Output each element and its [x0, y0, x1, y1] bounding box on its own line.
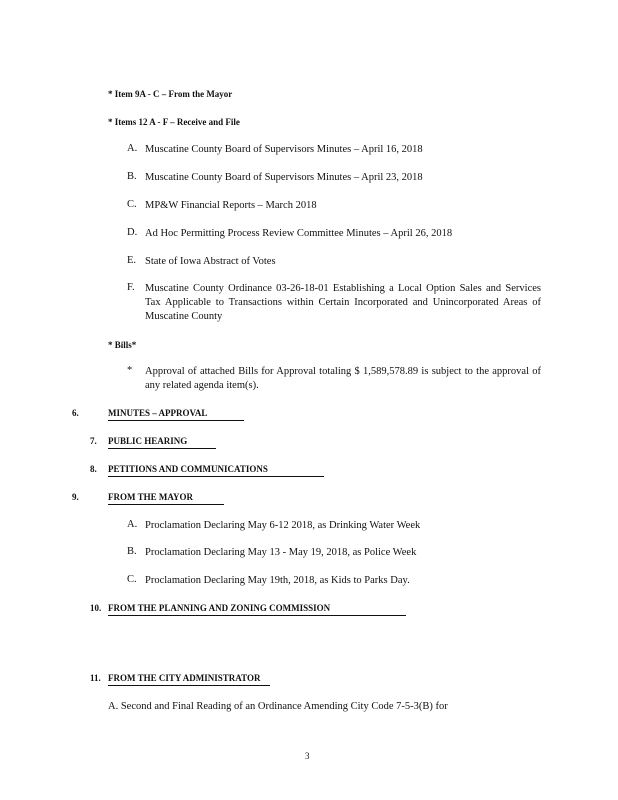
- list-item: Muscatine County Board of Supervisors Minutes – April 23, 2018: [145, 172, 423, 183]
- section-number: 7.: [90, 436, 97, 446]
- list-item: Proclamation Declaring May 6-12 2018, as Drinking Water Week: [145, 520, 421, 531]
- admin-item-a: A. Second and Final Reading of an Ordinance Amending City Code 7-5-3(B) for: [108, 701, 448, 712]
- list-item-letter: E.: [127, 255, 137, 266]
- list-item-letter: C.: [127, 199, 137, 210]
- section-title: PETITIONS AND COMMUNICATIONS: [108, 463, 324, 477]
- section-title: FROM THE MAYOR: [108, 491, 224, 505]
- list-item-letter: A.: [127, 143, 138, 154]
- item-9a-note: * Item 9A - C – From the Mayor: [108, 89, 233, 99]
- list-item: Muscatine County Board of Supervisors Minutes – April 16, 2018: [145, 144, 423, 155]
- bills-text: Approval of attached Bills for Approval totaling $ 1,589,578.89 is subject to the approval of any related agenda item(s).: [145, 366, 541, 391]
- section-title: FROM THE PLANNING AND ZONING COMMISSION: [108, 602, 406, 616]
- list-item: Proclamation Declaring May 19th, 2018, as Kids to Parks Day.: [145, 575, 410, 586]
- section-number: 6.: [72, 408, 79, 418]
- section-title: MINUTES – APPROVAL: [108, 407, 244, 421]
- section-number: 9.: [72, 492, 79, 502]
- section-number: 10.: [90, 603, 102, 613]
- item-12-note: * Items 12 A - F – Receive and File: [108, 117, 240, 127]
- list-item-letter: B.: [127, 171, 137, 182]
- list-item: Ad Hoc Permitting Process Review Committee Minutes – April 26, 2018: [145, 228, 453, 239]
- list-item-letter: D.: [127, 227, 138, 238]
- list-item: Proclamation Declaring May 13 - May 19, 2018, as Police Week: [145, 547, 417, 558]
- section-number: 11.: [90, 673, 101, 683]
- list-item: State of Iowa Abstract of Votes: [145, 256, 276, 267]
- page-number: 3: [305, 751, 310, 761]
- section-title: FROM THE CITY ADMINISTRATOR: [108, 672, 270, 686]
- list-item: MP&W Financial Reports – March 2018: [145, 200, 317, 211]
- bullet: *: [127, 365, 133, 376]
- list-item-letter: F.: [127, 282, 135, 293]
- bills-label: * Bills*: [108, 340, 137, 350]
- list-item-letter: C.: [127, 574, 137, 585]
- list-item-letter: B.: [127, 546, 137, 557]
- list-item-letter: A.: [127, 519, 138, 530]
- section-title: PUBLIC HEARING: [108, 435, 216, 449]
- list-item: Muscatine County Ordinance 03-26-18-01 Establishing a Local Option Sales and Services Tax Applicable to Transactions within Certain Incorporated and Unincorporated Areas of Muscatine County: [145, 283, 541, 322]
- section-number: 8.: [90, 464, 97, 474]
